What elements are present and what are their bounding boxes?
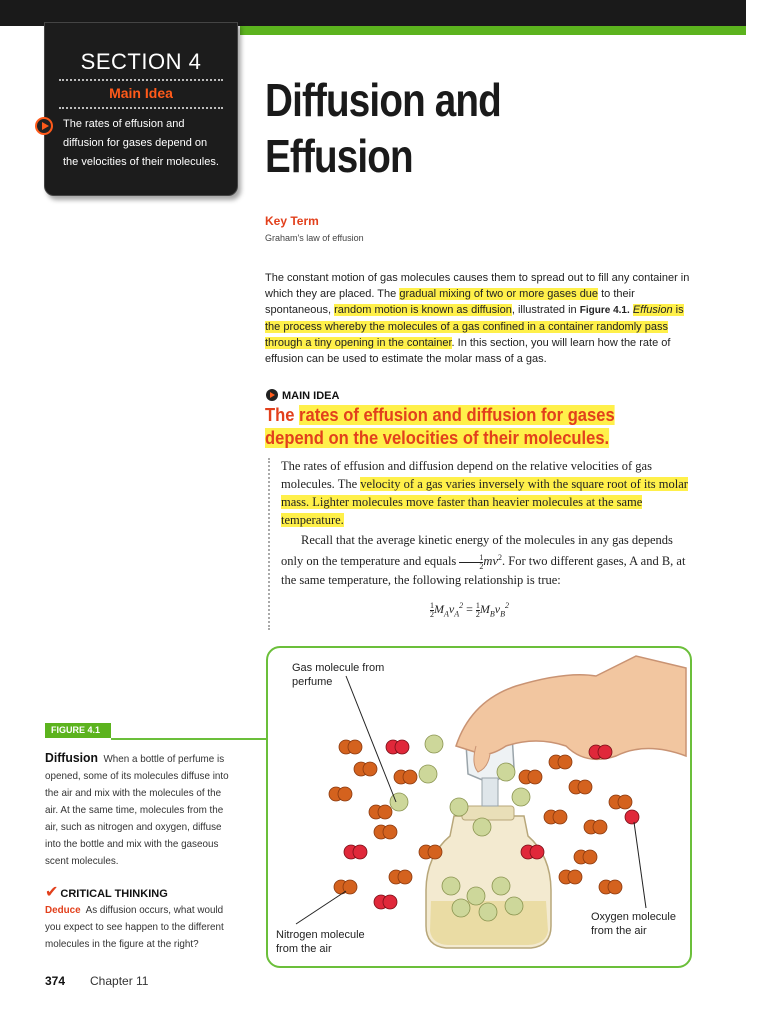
leader-line-gas bbox=[346, 676, 396, 802]
critical-thinking-label: CRITICAL THINKING bbox=[60, 888, 168, 900]
highlight: velocity of a gas varies inversely with the square root of its molar mass. Lighter molecules move faster than heavier molecules at the same temperature. bbox=[281, 477, 688, 527]
text: The constant motion of gas molecules causes them to spread out to fill any container in which they are placed. The bbox=[265, 272, 690, 300]
text: The rates of effusion and diffusion depend on the relative velocities of gas molecules. The bbox=[281, 459, 652, 491]
chapter-label: Chapter 11 bbox=[90, 974, 149, 988]
section-summary: The rates of effusion and diffusion for gases depend on the velocities of their molecules. bbox=[63, 118, 219, 168]
text: The bbox=[265, 405, 300, 425]
critical-thinking-text: As diffusion occurs, what would you expect to see happen to the different molecules in the figure at the right? bbox=[45, 904, 224, 950]
highlight-text: is the process whereby the molecules of a gas confined in a container randomly pass through a tiny opening in the container bbox=[265, 304, 684, 349]
caption-title: Diffusion bbox=[45, 750, 98, 765]
checkmark-icon: ✔ bbox=[45, 884, 59, 901]
leader-line-oxygen bbox=[634, 822, 646, 908]
figure-caption bbox=[45, 749, 229, 870]
divider bbox=[59, 107, 223, 109]
body-paragraph-1 bbox=[281, 457, 693, 529]
figure-reference: Figure 4.1. bbox=[579, 305, 630, 316]
label-gas-molecule: Gas molecule from perfume bbox=[292, 662, 385, 688]
page-number: 374 bbox=[45, 974, 66, 988]
fraction-half: $\frac{1}{2}$ bbox=[459, 554, 483, 571]
highlight: random motion is known as diffusion bbox=[334, 304, 512, 316]
body-paragraph-2: Recall that the average kinetic energy of the molecules in any gas depends only on the temperature and equals $\frac{1}{2}$ $mv^2$. For two different gases, A and B, at the same temperature, the following relationship is true: bbox=[281, 533, 686, 587]
figure-connector-line bbox=[111, 738, 268, 740]
caption-text: When a bottle of perfume is opened, some of its molecules diffuse into the air and mix with the molecules of the air. At the same time, molecules from the air, such as nitrogen and oxygen, diffuse into the bottle and mix with the gaseous scent molecules. bbox=[45, 753, 229, 867]
page-title bbox=[265, 72, 618, 184]
main-idea-marker bbox=[266, 389, 339, 402]
main-idea-label: Main Idea bbox=[109, 85, 173, 101]
section-title: SECTION 4 bbox=[80, 49, 202, 74]
main-idea-marker-text: MAIN IDEA bbox=[282, 390, 340, 402]
highlight: gradual mixing of two or more gases due bbox=[399, 288, 599, 300]
text: . For two different gases, A and B, at the same temperature, the following relationship is true: bbox=[281, 554, 686, 587]
play-icon bbox=[266, 389, 278, 401]
divider bbox=[59, 79, 223, 81]
text: . In this section, you will learn how the rate of effusion can be used to estimate the molar mass of a gas. bbox=[265, 337, 671, 365]
text: , illustrated in bbox=[511, 304, 580, 316]
key-term-heading: Key Term bbox=[265, 214, 319, 228]
effusion-term: Effusion bbox=[632, 304, 673, 316]
dotted-margin-line bbox=[268, 458, 270, 630]
text: Recall that the average kinetic energy of the molecules in any gas depends only on the temperature and equals bbox=[281, 533, 673, 569]
intro-paragraph bbox=[265, 270, 695, 367]
deduce-label: Deduce bbox=[45, 904, 81, 916]
play-icon bbox=[35, 117, 53, 135]
title-line: Effusion bbox=[265, 130, 413, 182]
top-green-stripe bbox=[240, 26, 746, 35]
text: to their spontaneous, bbox=[265, 288, 635, 316]
key-term: Graham's law of effusion bbox=[265, 233, 364, 243]
label-oxygen-molecule: Oxygen molecule from the air bbox=[591, 911, 676, 937]
critical-thinking-heading bbox=[45, 882, 168, 902]
section-box bbox=[44, 22, 238, 196]
equation: $\frac{1}{2}$ $M_Av_A^2$ = $\frac{1}{2}$ $M_Bv_B^2$ bbox=[430, 600, 509, 619]
main-idea-heading bbox=[265, 404, 670, 450]
figure-label: FIGURE 4.1 bbox=[45, 723, 111, 738]
text: mv bbox=[483, 554, 498, 569]
critical-thinking-body bbox=[45, 902, 233, 953]
highlight: rates of effusion and diffusion for gases depend on the velocities of their molecules. bbox=[265, 405, 615, 448]
leader-line-nitrogen bbox=[296, 891, 346, 924]
title-line: Diffusion and bbox=[265, 74, 501, 126]
label-nitrogen-molecule: Nitrogen molecule from the air bbox=[276, 929, 365, 955]
